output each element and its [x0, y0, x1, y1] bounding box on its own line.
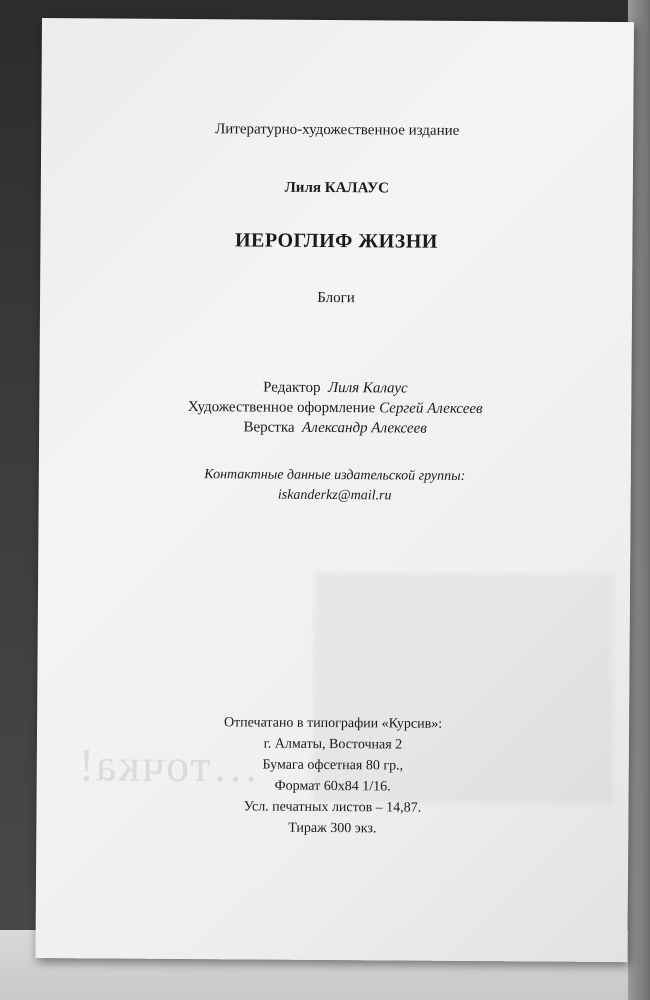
contacts-email: iskanderkz@mail.ru [277, 487, 392, 504]
author-name: Лиля КАЛАУС [284, 179, 390, 197]
imprint-line: Бумага офсетная 80 гр., [262, 757, 404, 774]
imprint-line: Отпечатано в типографии «Курсив»: [223, 715, 443, 732]
credits-block [39, 376, 631, 440]
credit-person: Сергей Алексеев [379, 400, 483, 418]
genre-label: Блоги [317, 289, 355, 307]
credit-layout [39, 416, 631, 440]
credit-role: Художественное оформление [187, 399, 376, 417]
contacts-label: Контактные данные издательской группы: [204, 467, 466, 484]
imprint-line: Формат 60x84 1/16. [274, 778, 391, 795]
credit-person: Лиля Калаус [327, 380, 408, 397]
book-page [35, 18, 634, 962]
imprint-line: г. Алматы, Восточная 2 [263, 736, 403, 753]
imprint-line: Усл. печатных листов – 14,87. [243, 799, 422, 816]
contacts-block [39, 464, 631, 508]
series-line: Литературно-художественное издание [215, 121, 460, 139]
credit-role: Редактор [263, 379, 321, 396]
show-through-text: …точка! [76, 739, 259, 792]
credit-role: Верстка [243, 419, 295, 436]
book-title: ИЕРОГЛИФ ЖИЗНИ [234, 229, 438, 253]
imprint-line: Тираж 300 экз. [288, 820, 377, 837]
credit-person: Александр Алексеев [302, 419, 427, 437]
imprint-block [36, 711, 629, 841]
